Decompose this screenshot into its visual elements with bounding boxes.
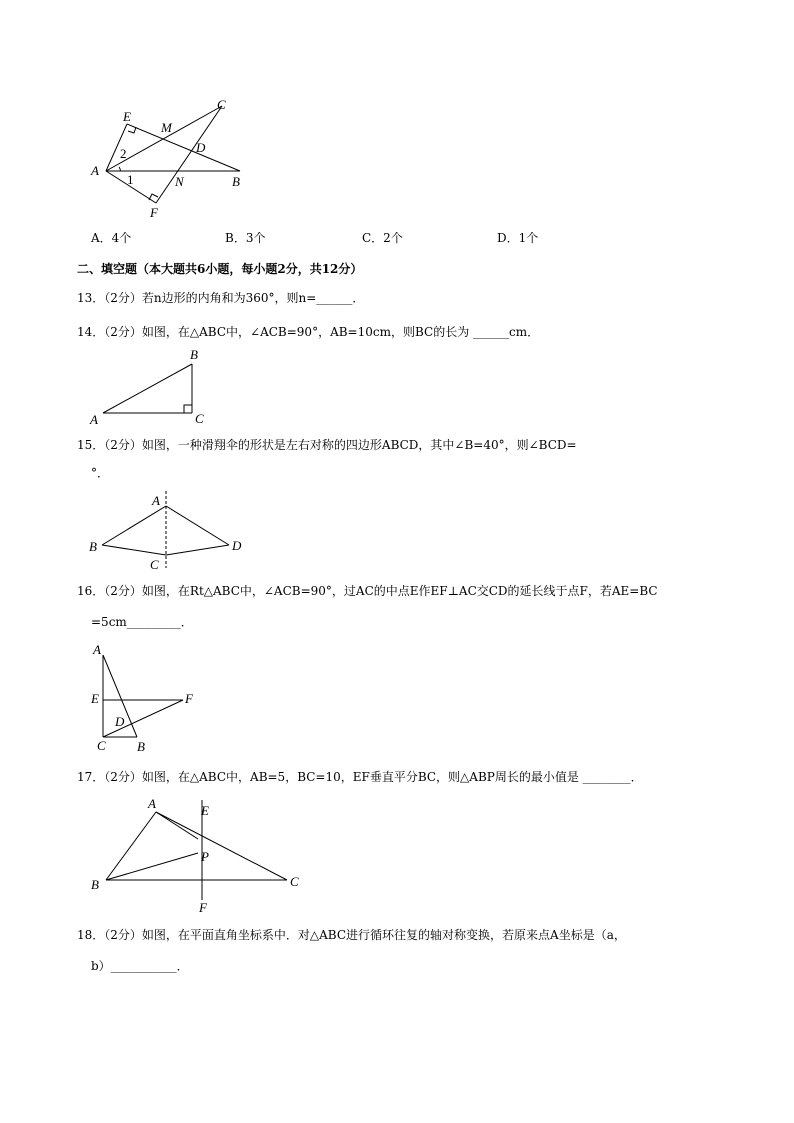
question-15-line2: °． [91, 466, 110, 480]
label-A: A [90, 412, 98, 427]
figure-q14 [86, 345, 216, 430]
question-15-line1: 15．（2分）如图，一种滑翔伞的形状是左右对称的四边形ABCD，其中∠B=40°，则∠BCD= [77, 438, 577, 452]
label-D: D [232, 538, 242, 553]
question-18-line2: b）___________． [91, 959, 189, 973]
label-E: E [91, 691, 99, 706]
label-C: C [195, 411, 204, 426]
label-2: 2 [120, 146, 127, 161]
question-13: 13．（2分）若n边形的内角和为360°，则n=______． [77, 291, 365, 305]
q12-option-d[interactable]: D．1个 [497, 231, 539, 245]
label-E: E [123, 109, 131, 124]
label-P: P [201, 849, 209, 864]
question-16-line2: =5cm_________． [91, 615, 193, 629]
figure-q16 [86, 640, 206, 755]
label-F: F [150, 205, 158, 220]
label-E: E [201, 803, 209, 818]
label-C: C [290, 874, 299, 889]
label-M: M [161, 120, 172, 135]
label-F: F [185, 691, 193, 706]
figure-q17 [86, 792, 306, 914]
figure-q12 [86, 95, 256, 225]
q12-option-a[interactable]: A．4个 [91, 231, 132, 245]
label-1: 1 [127, 172, 134, 187]
label-B: B [137, 739, 145, 754]
label-A: A [91, 163, 99, 178]
section-header-fill-blank: 二、填空题（本大题共6小题，每小题2分，共12分） [77, 262, 363, 276]
label-C: C [150, 557, 159, 572]
label-N: N [175, 174, 184, 189]
label-B: B [91, 877, 99, 892]
label-A: A [152, 493, 160, 508]
label-B: B [232, 174, 240, 189]
label-F: F [199, 900, 207, 914]
label-B: B [89, 539, 97, 554]
label-C: C [217, 97, 226, 112]
label-A: A [93, 642, 101, 657]
label-B: B [190, 347, 198, 362]
label-D: D [196, 140, 206, 155]
label-A: A [148, 796, 156, 811]
question-14: 14．（2分）如图，在△ABC中，∠ACB=90°，AB=10cm，则BC的长为 ______cm． [77, 325, 540, 339]
question-17: 17．（2分）如图，在△ABC中，AB=5，BC=10，EF垂直平分BC，则△ABP周长的最小值是 ________． [77, 770, 643, 784]
question-18-line1: 18．（2分）如图，在平面直角坐标系中．对△ABC进行循环往复的轴对称变换，若原来点A坐标是（a， [77, 928, 626, 942]
question-16-line1: 16．（2分）如图，在Rt△ABC中，∠ACB=90°，过AC的中点E作EF⊥AC交CD的延长线于点F，若AE=BC [77, 584, 658, 598]
q12-option-c[interactable]: C．2个 [362, 231, 403, 245]
label-C: C [97, 738, 106, 753]
q12-option-b[interactable]: B．3个 [225, 231, 266, 245]
label-D: D [115, 714, 125, 729]
figure-q15 [86, 488, 256, 575]
